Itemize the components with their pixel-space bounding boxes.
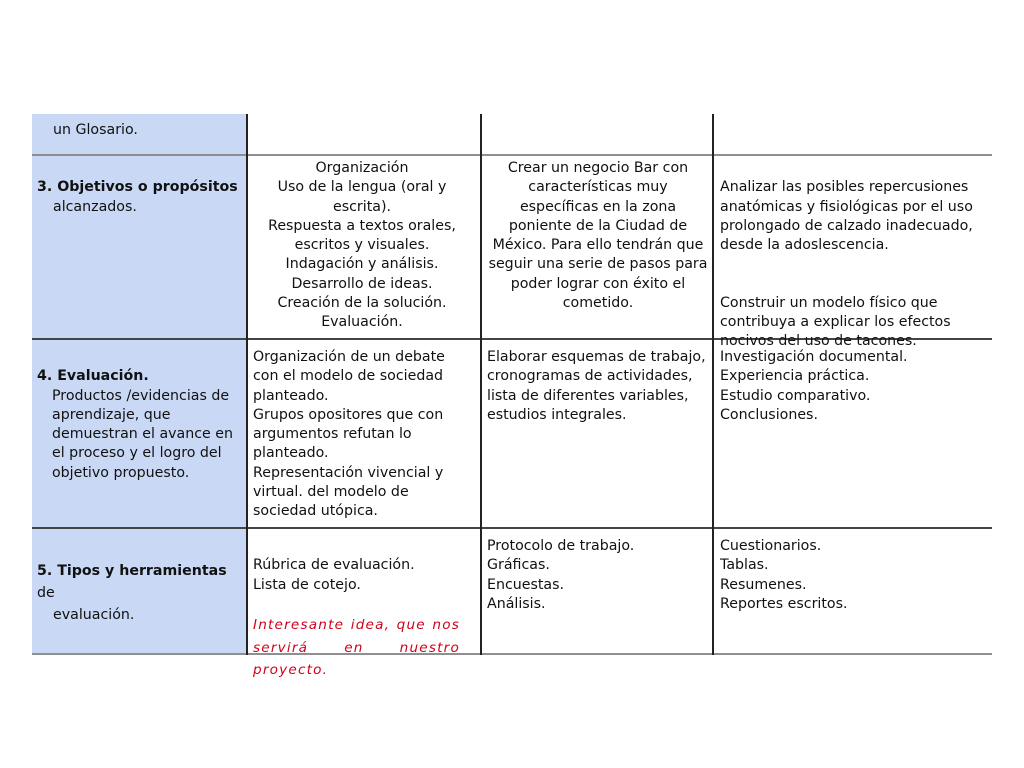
tipos-col2: Protocolo de trabajo. Gráficas. Encuestas. Análisis.	[487, 538, 635, 612]
glosario-label: un Glosario.	[53, 122, 138, 138]
objetivos-col3	[720, 159, 990, 371]
tipos-label	[37, 538, 242, 648]
column-divider	[712, 114, 714, 655]
objetivos-col1: Organización Uso de la lengua (oral y escrita). Respuesta a textos orales, escritos y visuales. Indagación y análisis. Desarrollo de ideas. Creación de la solución. Evaluación.	[268, 160, 456, 331]
evaluacion-col2: Elaborar esquemas de trabajo, cronogramas de actividades, lista de diferentes variables, estudios integrales.	[487, 349, 706, 423]
tipos-col1	[253, 537, 471, 701]
tipos-col3: Cuestionarios. Tablas. Resumenes. Reportes escritos.	[720, 538, 848, 612]
row-divider	[32, 154, 992, 156]
evaluacion-col1: Organización de un debate con el modelo de sociedad planteado. Grupos opositores que con argumentos refutan lo planteado. Representación vivencial y virtual. del modelo de sociedad utópica.	[253, 349, 445, 520]
objetivos-label	[37, 159, 242, 236]
tipos-label-title: 5. Tipos y herramientas	[37, 563, 227, 579]
objetivos-col2: Crear un negocio Bar con características muy específicas en la zona poniente de la Ciudad de México. Para ello tendrán que seguir una serie de pasos para poder lograr con éxito el cometido.	[488, 160, 708, 312]
objetivos-label-rest: alcanzados.	[53, 198, 137, 215]
evaluacion-label-title: 4. Evaluación.	[37, 368, 149, 385]
tipos-col1-annotation: Interesante idea, que nos servirá en nuestro proyecto.	[253, 617, 460, 679]
column-divider	[246, 114, 248, 655]
tipos-label-inline: de	[37, 585, 55, 601]
column-divider	[480, 114, 482, 655]
row-divider	[32, 527, 992, 529]
objetivos-col3-paragraph-2: Construir un modelo físico que contribuya a explicar los efectos nocivos del uso de tacones.	[720, 294, 951, 350]
evaluacion-col3: Investigación documental. Experiencia práctica. Estudio comparativo. Conclusiones.	[720, 349, 908, 423]
tipos-label-rest: evaluación.	[53, 607, 135, 623]
tipos-col1-list: Rúbrica de evaluación. Lista de cotejo.	[253, 557, 415, 593]
row-divider	[32, 653, 992, 655]
evaluacion-label	[37, 348, 242, 502]
objetivos-label-title: 3. Objetivos o propósitos	[37, 179, 238, 196]
objetivos-col3-paragraph-1: Analizar las posibles repercusiones anatómicas y fisiológicas por el uso prolongado de calzado inadecuado, desde la adoslescencia.	[720, 179, 973, 254]
evaluacion-label-rest: Productos /evidencias de aprendizaje, que demuestran el avance en el proceso y el logro del objetivo propuesto.	[52, 387, 233, 481]
